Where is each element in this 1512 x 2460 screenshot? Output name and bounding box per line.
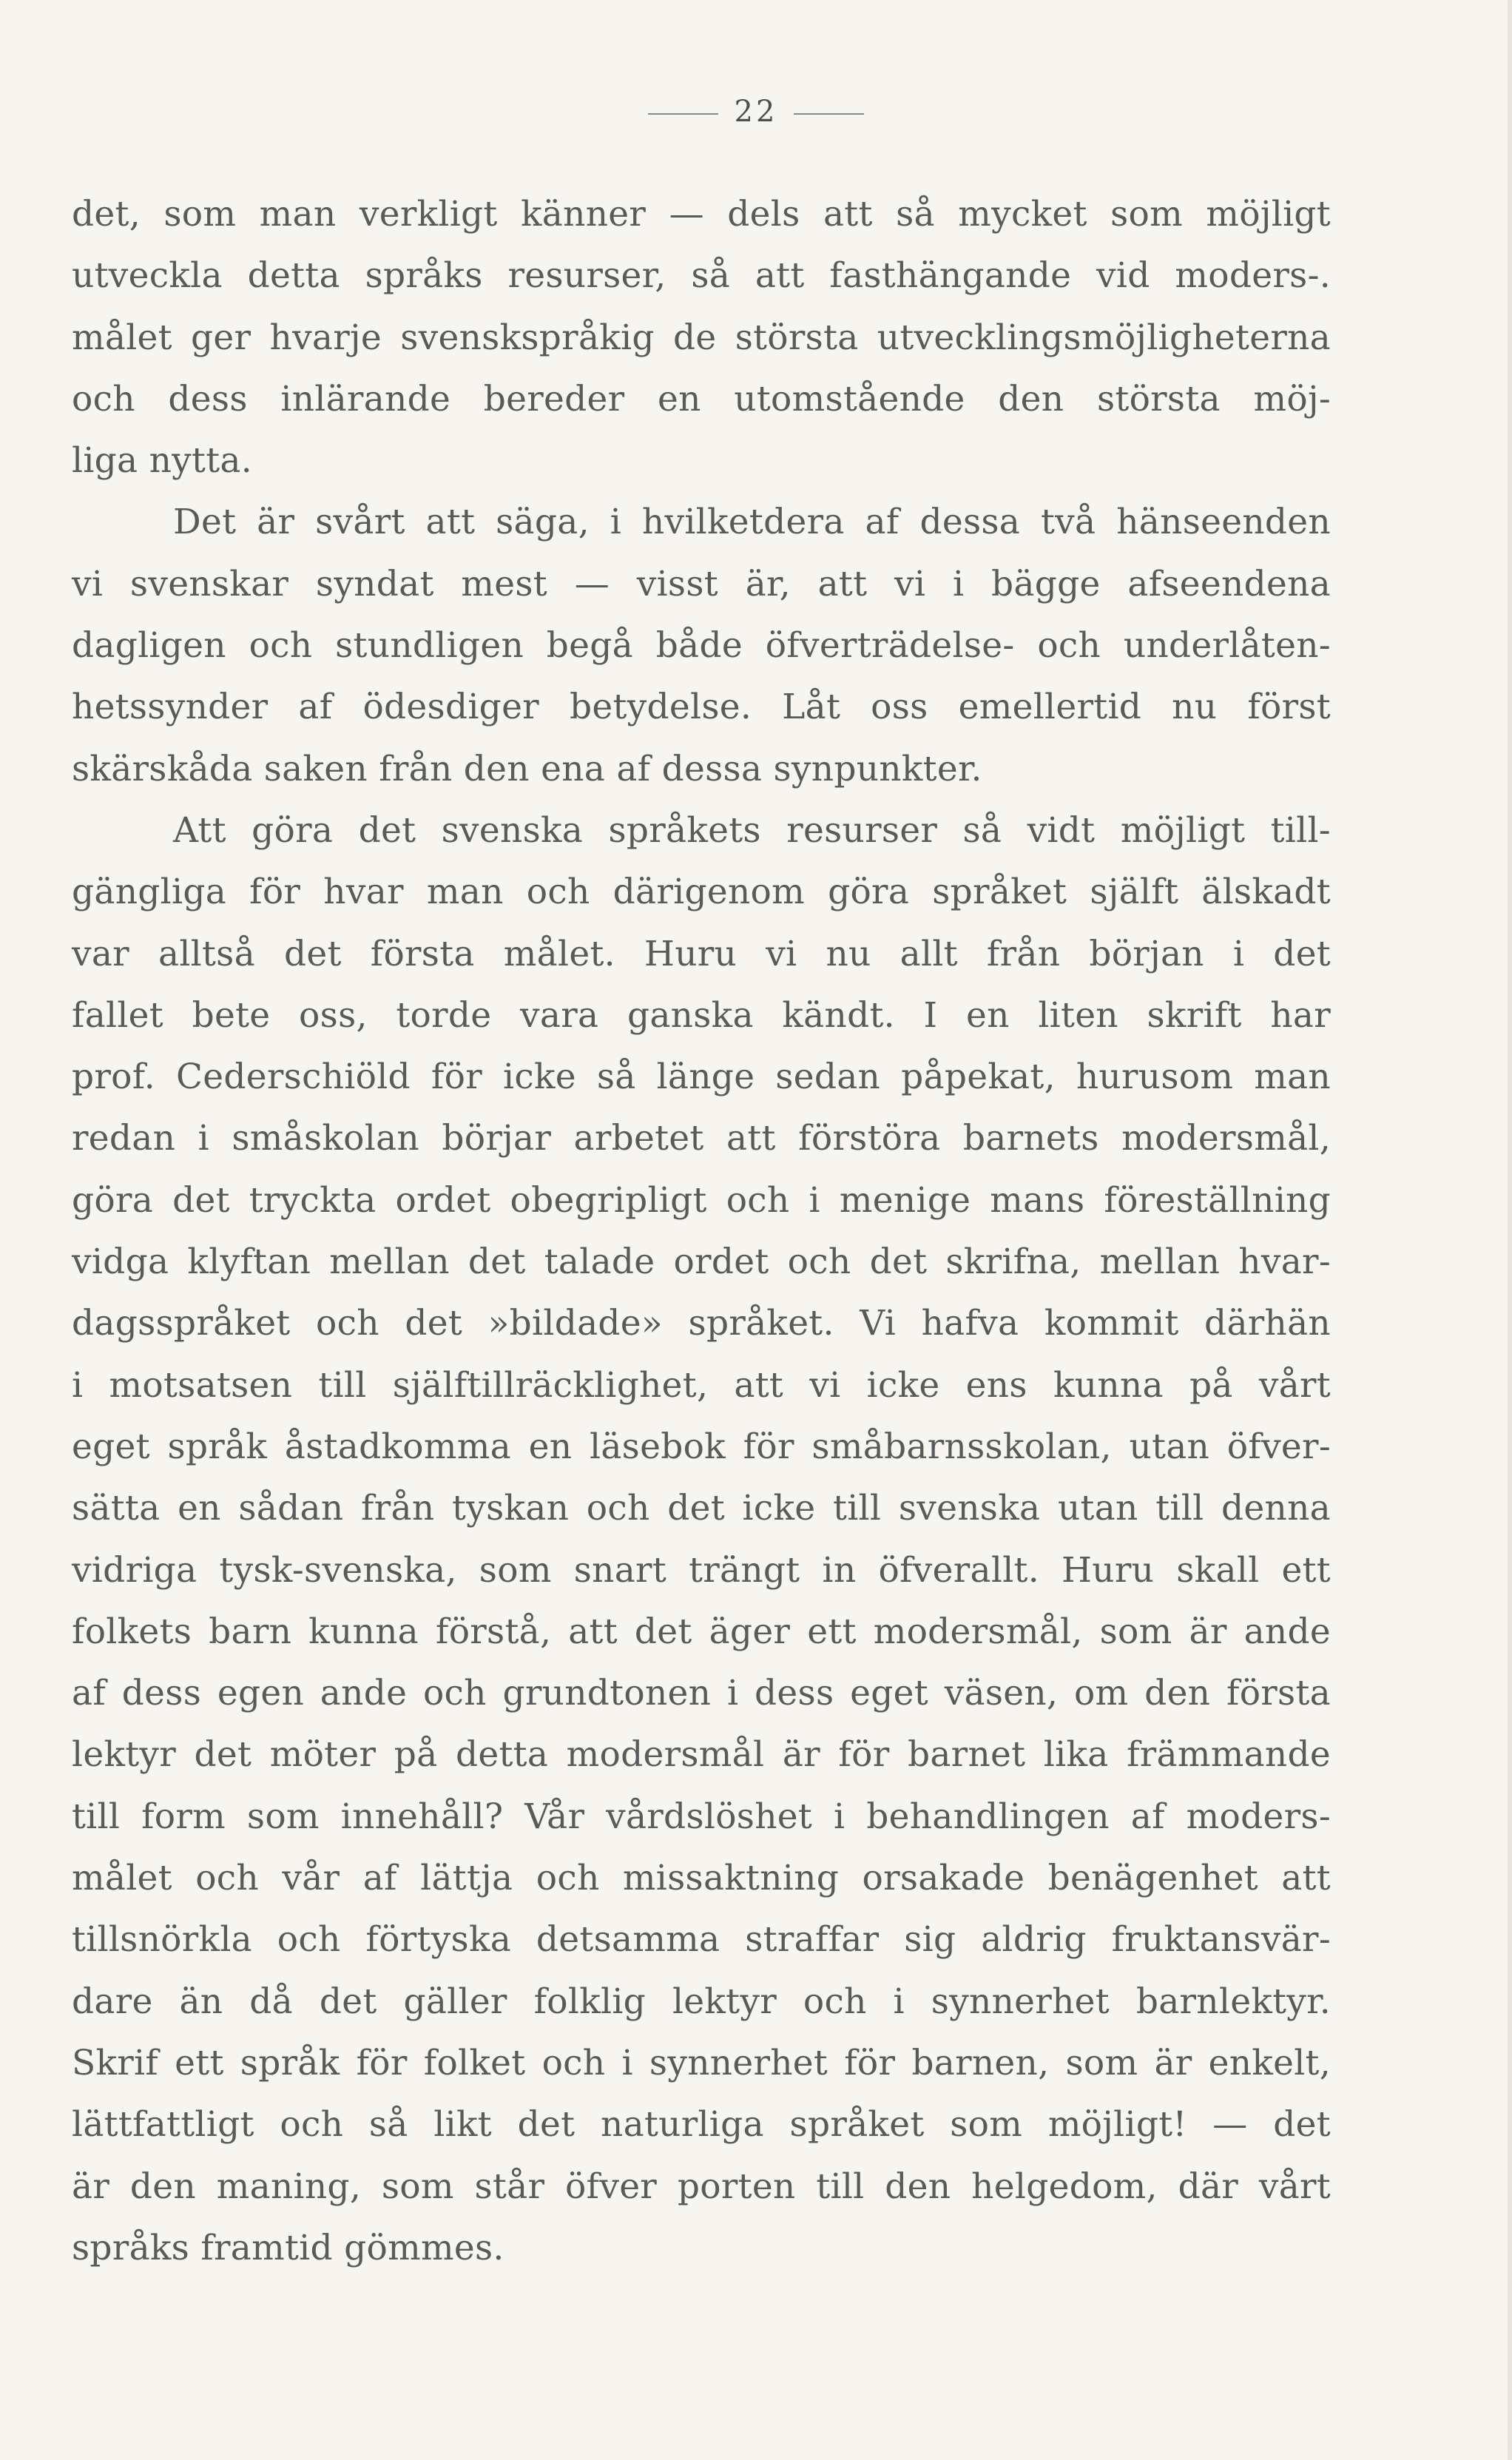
text-line: lättfattligt och så likt det naturliga språket som möjligt! — det: [72, 2104, 1331, 2146]
page-number: 22: [734, 95, 778, 129]
text-line: af dess egen ande och grundtonen i dess eget väsen, om den första: [72, 1673, 1331, 1714]
text-line: vidriga tysk-svenska, som snart trängt in öfverallt. Huru skall ett: [72, 1549, 1331, 1591]
header-rule-right: [794, 113, 864, 115]
paragraph-start-line: Att göra det svenska språkets resurser så vidt möjligt till-: [173, 809, 1331, 851]
text-line: i motsatsen till själftillräcklighet, att vi icke ens kunna på vårt: [72, 1364, 1331, 1406]
paragraph-start-line: Det är svårt att säga, i hvilketdera af dessa två hänseenden: [173, 502, 1331, 543]
text-line: tillsnörkla och förtyska detsamma straffar sig aldrig fruktansvär-: [72, 1919, 1331, 1961]
text-line: prof. Cederschiöld för icke så länge sedan påpekat, hurusom man: [72, 1057, 1331, 1098]
text-line: dare än då det gäller folklig lektyr och i synnerhet barnlektyr.: [72, 1981, 1331, 2022]
text-line: målet och vår af lättja och missaktning orsakade benägenhet att: [72, 1858, 1331, 1899]
text-line: vidga klyftan mellan det talade ordet och det skrifna, mellan hvar-: [72, 1241, 1331, 1283]
text-line: vi svenskar syndat mest — visst är, att vi i bägge afseendena: [72, 563, 1331, 604]
text-line: är den maning, som står öfver porten till den helgedom, där vårt: [72, 2166, 1331, 2207]
text-line: folkets barn kunna förstå, att det äger ett modersmål, som är ande: [72, 1611, 1331, 1652]
text-line: till form som innehåll? Vår vårdslöshet i behandlingen af moders-: [72, 1796, 1331, 1837]
page-edge: [1508, 0, 1512, 2460]
text-line: sätta en sådan från tyskan och det icke till svenska utan till denna: [72, 1488, 1331, 1529]
text-line: var alltså det första målet. Huru vi nu allt från början i det: [72, 933, 1331, 974]
text-line: språks framtid gömmes.: [72, 2227, 504, 2268]
text-line: göra det tryckta ordet obegripligt och i menige mans föreställning: [72, 1179, 1331, 1221]
text-line: lektyr det möter på detta modersmål är för barnet lika främmande: [72, 1734, 1331, 1776]
text-line: det, som man verkligt känner — dels att så mycket som möjligt: [72, 194, 1331, 235]
text-line: Skrif ett språk för folket och i synnerhet för barnen, som är enkelt,: [72, 2042, 1331, 2083]
text-line: dagsspråket och det »bildade» språket. Vi hafva kommit därhän: [72, 1303, 1331, 1344]
text-line: liga nytta.: [72, 440, 252, 482]
text-line: redan i småskolan börjar arbetet att förstöra barnets modersmål,: [72, 1118, 1331, 1159]
page-header: [0, 95, 1512, 129]
text-line: skärskåda saken från den ena af dessa synpunkter.: [72, 748, 982, 789]
text-line: eget språk åstadkomma en läsebok för småbarnsskolan, utan öfver-: [72, 1426, 1331, 1467]
text-line: dagligen och stundligen begå både öfverträdelse- och underlåten-: [72, 625, 1331, 667]
text-line: gängliga för hvar man och därigenom göra språket själft älskadt: [72, 872, 1331, 913]
header-rule-left: [648, 113, 718, 115]
text-line: hetssynder af ödesdiger betydelse. Låt oss emellertid nu först: [72, 687, 1331, 728]
text-line: fallet bete oss, torde vara ganska kändt. I en liten skrift har: [72, 994, 1331, 1036]
text-line: utveckla detta språks resurser, så att fasthängande vid moders-.: [72, 255, 1331, 297]
body-text: [72, 183, 1331, 2279]
text-line: och dess inlärande bereder en utomstående den största möj-: [72, 378, 1331, 419]
text-line: målet ger hvarje svenskspråkig de största utvecklingsmöjligheterna: [72, 317, 1331, 358]
